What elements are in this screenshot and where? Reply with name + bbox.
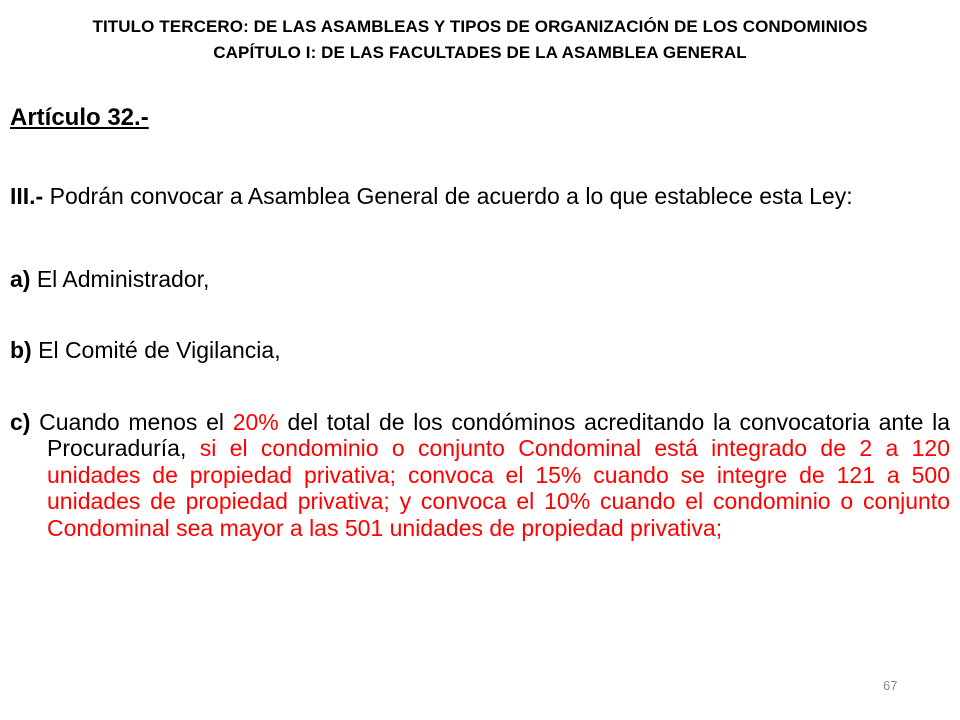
intro-text: Podrán convocar a Asamblea General de acuerdo a lo que establece esta Ley:	[43, 183, 853, 209]
list-item-b	[10, 337, 950, 364]
list-item-c	[10, 409, 950, 542]
item-c-text-middle: del total de los condóminos acreditando la convocatoria ante la Procuraduría,	[47, 408, 950, 461]
document-header	[0, 14, 960, 66]
item-a-label: a)	[10, 265, 31, 292]
item-b-label: b)	[10, 337, 32, 363]
item-c-label: c)	[10, 408, 31, 435]
item-c-percent: 20%	[232, 408, 279, 435]
item-a-text: El Administrador,	[30, 265, 210, 292]
article-body	[10, 103, 950, 541]
intro-label: III.-	[10, 183, 44, 209]
header-title-line: TITULO TERCERO: DE LAS ASAMBLEAS Y TIPOS DE ORGANIZACIÓN DE LOS CONDOMINIOS	[92, 17, 868, 36]
item-c-text-start: Cuando menos el	[30, 408, 233, 435]
item-b-text: El Comité de Vigilancia,	[31, 337, 281, 363]
article-title: Artículo 32.-	[10, 104, 149, 131]
article-intro-paragraph	[10, 183, 950, 210]
item-c-highlighted-text: si el condominio o conjunto Condominal está integrado de 2 a 120 unidades de propiedad privativa; convoca el 15% cuando se integre de 121 a 500 unidades de propiedad privativa; y convoca el 10% cuando el condominio o conjunto Condominal sea mayor a las 501 unidades de propiedad privativa;	[47, 435, 950, 541]
page-number: 67	[883, 678, 898, 693]
list-item-a	[10, 266, 950, 293]
header-chapter-line: CAPÍTULO I: DE LAS FACULTADES DE LA ASAMBLEA GENERAL	[213, 43, 747, 62]
